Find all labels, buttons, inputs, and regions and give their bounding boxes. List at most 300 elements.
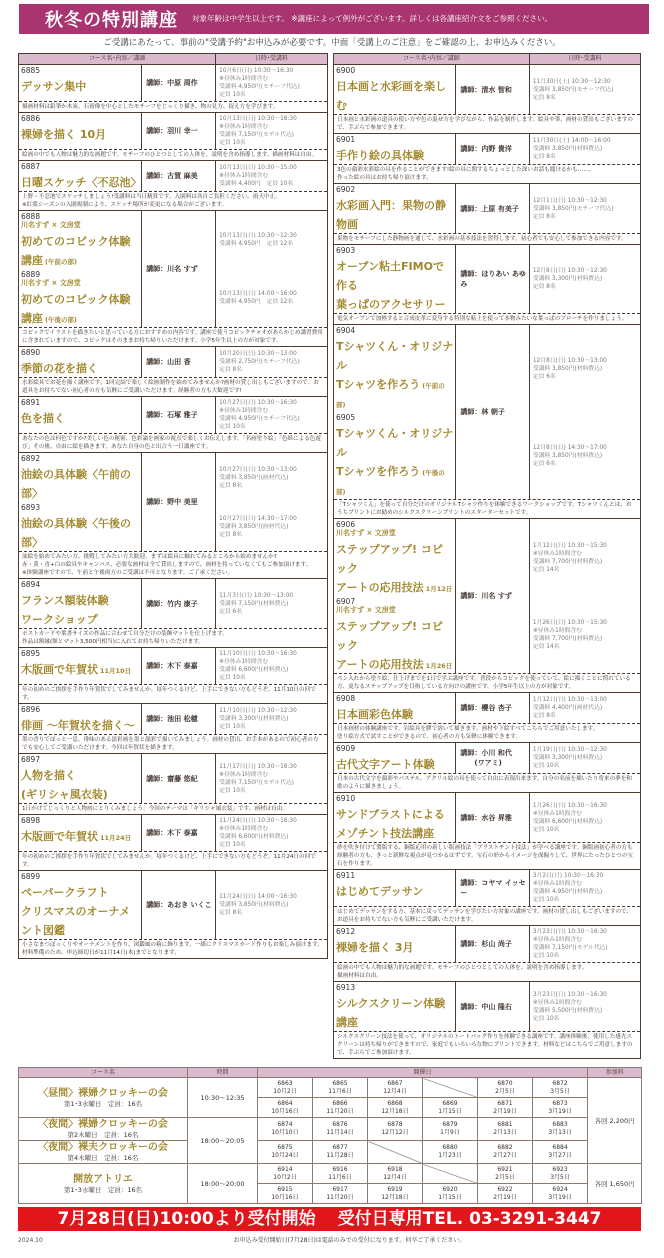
session-number: 6865 <box>332 1079 348 1087</box>
course-detail-line: 11月10日(日) 10:30～16:30 <box>219 651 297 657</box>
instructor: 講師：木下 泰嘉 <box>142 815 216 851</box>
footer-note: お申込み受付開始日(7月28日)は電話のみでの受付になります。何卒ご了承ください。 <box>233 1237 466 1244</box>
course-description: 水彩絵具でお花を描く講座です。1回完結で楽しく絵画制作を始めてみませんか?画材の貸し出しもございますので、お道具をお持ちでない初心者の方も気軽にご受講いただけます。経験者の方も大歓迎です! <box>19 377 327 396</box>
course-detail-line: 定員 8名 <box>219 482 243 489</box>
session-none <box>423 1164 478 1184</box>
session-date: 10月24日 <box>271 1152 299 1159</box>
course-title: 俳画 ～年賀状を描く～ <box>21 719 135 732</box>
course-date-cell <box>216 397 327 433</box>
course-collab: 川名すず × 文房堂 <box>21 221 81 229</box>
course-number: 6894 <box>21 580 41 589</box>
session-number: 6919 <box>387 1185 403 1193</box>
session-number: 6883 <box>552 1121 568 1128</box>
course-group <box>334 982 640 1058</box>
course-group <box>334 325 640 519</box>
version-label: 2024.10 <box>18 1237 43 1244</box>
course-description: 日本画材の体験講座です。岩絵具を膠で溶いて描きます。画材や下絵すべてこちらでご用意いたします。 塗り絵方式で試すことができるので、初心者の方も気軽に体験できます。 <box>334 723 640 742</box>
session-date: 2月5日 <box>495 1087 515 1095</box>
course-table-left <box>18 53 328 959</box>
session-number: 6914 <box>277 1165 293 1173</box>
course-date-cell <box>216 269 327 327</box>
course-name-cell <box>19 502 142 551</box>
course-number: 6897 <box>21 755 41 764</box>
table-header <box>334 54 640 65</box>
course-collab: 川名すず × 文房堂 <box>21 279 81 287</box>
course-name-cell <box>19 269 142 327</box>
instructor: 講師：羽川 幸一 <box>142 113 216 149</box>
course-detail-line: 受講料 4,950円 定員 12名 <box>219 299 294 305</box>
course-group <box>334 693 640 743</box>
course-detail-line: ※昼休み1時間含む <box>532 810 582 817</box>
session-cell <box>368 1118 423 1141</box>
course-detail-line: 受講料 3,850円(画材代込) <box>219 474 289 481</box>
session-number: 6866 <box>332 1099 348 1107</box>
course-description: 日本画と水彩画の道具の使い方や色の混ぜ方を学びながら、作品を制作します。絵具や筆、画材の貸出もございますので、手ぶらで参加できます。 <box>334 114 640 133</box>
session-number: 6915 <box>277 1185 293 1193</box>
schedule-course-info: 第1･3水曜日 定員：16名 <box>63 1099 143 1108</box>
instructor: 講師：川名 すず <box>142 211 216 327</box>
course-date-cell <box>216 502 327 551</box>
course-detail-line: 定員 10名 <box>219 675 246 681</box>
session-cell <box>478 1164 533 1184</box>
course-description: 絵画の中でも人物は魅力的な画題です。モチーフのひとつとしての人体を、説明を含め指導します。描画材料は自由。 <box>19 149 327 160</box>
session-cell <box>478 1118 533 1141</box>
course-detail-line: 定員 10名 <box>532 953 560 959</box>
course-detail-line: 受講料 4,950円(モチーフ代込) <box>219 416 300 422</box>
course-detail-line: 受講料 3,850円(材料費込) <box>532 365 603 372</box>
course-title: 手作り絵の具体験 <box>336 149 424 162</box>
course-number: 6891 <box>21 398 41 407</box>
course-detail-line: 定員 10名 <box>219 424 246 430</box>
course-date-cell <box>530 519 640 596</box>
course-date-cell <box>216 704 327 734</box>
course-detail-line: 3月23日(日) 10:30～16:30 <box>532 929 607 935</box>
course-number: 6906 <box>336 520 356 529</box>
course-detail-line: 定員 14名 <box>532 566 560 573</box>
session-date: 10月2日 <box>273 1173 297 1181</box>
course-detail-line: 11月24日(日) 10:30～16:30 <box>219 818 297 824</box>
course-columns <box>18 53 664 1059</box>
session-date: 3月27日 <box>548 1152 572 1159</box>
course-detail-line: 受講料 5,500円(材料費込) <box>532 1007 603 1014</box>
course-detail-line: 定員 10名 <box>219 724 246 730</box>
course-description: シルクスクリーン技法を使って、オリジナルのトートバッグ作りを体験できる講座です。講座体験後、使用した感光スクリーンは持ち帰りができますので、家庭でもいろいろな物にプリントできます。材料などはこちらでご用意しますので、手ぶらでご参加頂けます。 <box>334 1031 640 1058</box>
course-group <box>19 704 327 754</box>
session-cell <box>368 1184 423 1204</box>
session-date: 12月12日 <box>381 1129 409 1136</box>
course-title-suffix: 11月24日 <box>100 834 132 842</box>
course-name-cell <box>334 596 456 673</box>
course-detail-line: 受講料 6,600円(材料費込) <box>219 834 289 840</box>
session-cell <box>313 1184 368 1204</box>
course-collab: 川名すず × 文房堂 <box>336 529 396 537</box>
course-detail-line: 10月20日(日) 10:30～13:00 <box>219 351 297 357</box>
session-date: 2月13日 <box>493 1129 517 1136</box>
header-course: コース名･内容／講師 <box>334 54 530 64</box>
instructor: 講師：古賀 麻美 <box>142 161 216 191</box>
course-detail-line: 11月17日(日) 10:30～16:30 <box>219 763 297 770</box>
course-title-suffix: (午後の部) <box>45 316 77 324</box>
course-name-cell <box>334 519 456 596</box>
course-detail-line: 定員 10名 <box>219 92 246 98</box>
course-name-cell <box>19 754 142 803</box>
instructor: 講師：小川 和代 (ワアミ) <box>456 743 529 773</box>
session-date: 11月14日 <box>326 1129 354 1136</box>
instructor: 講師：あおき いくこ <box>142 871 216 939</box>
session-cell <box>313 1098 368 1118</box>
course-title: ペーパークラフト クリスマスのオーナメント図鑑 <box>21 886 131 937</box>
course-date-cell <box>530 65 640 114</box>
schedule-time: 18:00～20:05 <box>188 1118 258 1164</box>
course-number: 6903 <box>336 246 356 255</box>
instructor: 講師：杉山 尚子 <box>456 926 529 962</box>
course-detail-line: 3月23日(日) 10:30～16:30 <box>532 991 607 998</box>
course-detail-line: 3月2日(日) 10:30～16:30 <box>532 873 604 879</box>
course-name-cell <box>19 161 142 191</box>
course-description: 「Tシャツくん」を使って自分だけのオリジナルTシャツ作りを体験できるワークショップです。Tシャツくんとは、おうちプリントにお勧めのシルクスクリーンプリントのスターターセットです。 <box>334 499 640 518</box>
course-detail-line: 1月12日(日) 10:30～15:30 <box>532 542 607 549</box>
course-description: 年の初めのご挨拶を手作り年賀状でしてみませんか。毎年つくるけど、上手にできない方もどうぞ。11月24日の回です。 <box>19 851 327 870</box>
course-description: 小さなまつぼっくりやオーナメントを作り、図鑑風の箱に飾ります。一緒にクリスマスカード作りもお楽しみ頂けます。 材料準備のため、申込締切日が11月14日(木)までとなります。 <box>19 939 327 958</box>
course-group <box>334 134 640 184</box>
schedule-course-name: 開放アトリエ <box>73 1173 133 1185</box>
course-date-cell <box>216 65 327 101</box>
schedule-course-name: 〈夜間〉裸婦クロッキーの会 <box>38 1119 168 1130</box>
schedule-fee: 各回 1,650円 <box>588 1164 642 1204</box>
course-date-cell <box>530 184 640 233</box>
session-date: 12月4日 <box>383 1087 407 1095</box>
course-title: シルクスクリーン体験講座 <box>336 997 446 1029</box>
course-number: 6901 <box>336 135 356 144</box>
course-detail-line: 12月8日(日) 14:30～17:00 <box>532 444 607 451</box>
course-detail-line: ※昼休み1時間含む <box>219 76 269 82</box>
course-name-cell <box>334 926 456 962</box>
course-title: はじめてデッサン <box>336 885 424 898</box>
course-detail-line: 12月8日(日) 10:30～12:30 <box>532 268 607 274</box>
course-number: 6889 <box>21 270 41 279</box>
session-number: 6882 <box>497 1144 513 1151</box>
course-detail-line: 定員 10名 <box>532 897 560 903</box>
session-date: 3月13日 <box>548 1129 572 1136</box>
course-detail-line: ※昼休み1時間含む <box>219 826 269 832</box>
session-cell <box>258 1164 313 1184</box>
course-title: 木版画で年賀状 <box>21 830 98 843</box>
header-date: 日時･受講料 <box>568 55 602 62</box>
course-detail-line: ※昼休み1時間含む <box>219 124 269 130</box>
course-name-cell <box>19 815 142 851</box>
course-detail-line: 12月8日(日) 10:30～13:00 <box>532 357 607 364</box>
session-date: 3月5日 <box>550 1087 570 1095</box>
session-number: 6869 <box>442 1099 458 1107</box>
session-date: 12月18日 <box>381 1107 409 1115</box>
course-detail-line: 受講料 3,300円(材料費込) <box>532 276 603 282</box>
instructor: 講師：中原 周作 <box>142 65 216 101</box>
header-course: コース名･内容／講師 <box>19 54 216 64</box>
course-detail-line: 10月13日(日) 10:30～15:00 <box>219 165 297 171</box>
course-description: 年の初めのご挨拶を手作り年賀状でしてみませんか。毎年つくるけど、上手にできない方もどうぞ。11月10日の回です。 <box>19 684 327 703</box>
instructor: 講師：水谷 昇雅 <box>456 793 529 842</box>
session-cell <box>478 1184 533 1204</box>
course-name-cell <box>19 347 142 377</box>
course-detail-line: ※昼休み1時間含む <box>219 771 269 778</box>
course-group <box>19 648 327 704</box>
session-number: 6864 <box>277 1099 293 1107</box>
instructor: 講師：山田 香 <box>142 347 216 377</box>
course-detail-line: 定員 10名 <box>219 787 246 794</box>
course-name-cell <box>334 870 456 906</box>
course-detail-line: 1月26日(日) 10:30～15:30 <box>532 619 607 626</box>
course-title: サンドブラストによる メゾチント技法講座 <box>336 808 445 840</box>
registration-banner <box>18 1207 641 1231</box>
course-name-cell <box>334 412 456 499</box>
course-number: 6905 <box>336 413 356 422</box>
session-cell <box>423 1184 478 1204</box>
session-cell <box>313 1118 368 1141</box>
course-detail-line: 受講料 4,950円(モチーフ代込) <box>219 84 300 90</box>
course-detail-line: 10月13日(日) 10:30～16:30 <box>219 116 297 122</box>
instructor: 講師：コヤマ イッセー <box>456 870 529 906</box>
header-fee: 参加料 <box>588 1068 642 1078</box>
course-date-cell <box>216 648 327 684</box>
course-detail-line: 受講料 3,850円(材料費込) <box>219 902 289 908</box>
course-name-cell <box>19 579 142 628</box>
course-detail-line: 11月30日(土) 14:00～16:00 <box>532 138 611 144</box>
course-date-cell <box>216 211 327 269</box>
instructor: 講師：ほりあい あゆみ <box>456 245 529 313</box>
course-date-cell <box>530 793 640 842</box>
course-group <box>19 113 327 161</box>
course-group <box>19 815 327 871</box>
schedule-fee: 各回 2,200円 <box>588 1078 642 1164</box>
schedule-course-cell <box>19 1164 188 1204</box>
course-title: 油絵の具体験〈午後の部〉 <box>21 517 131 549</box>
course-detail-line: 定員 10名 <box>532 763 560 769</box>
session-number: 6868 <box>387 1099 403 1107</box>
course-description: 1日かけてじっくりと人物画にとりくみましょう。今回のテーマは「ギリシャ風衣装」です。画材は自由。 <box>19 803 327 814</box>
session-number: 6881 <box>497 1121 513 1128</box>
course-number: 6888 <box>21 212 41 221</box>
session-cell <box>423 1118 478 1141</box>
course-detail-line: 受講料 7,150円(モデル代込) <box>532 945 608 951</box>
course-detail-line: 受講料 3,850円(材料費込) <box>532 146 603 152</box>
course-title-suffix: (午前の部) <box>336 382 445 409</box>
course-detail-line: ※昼休み1時間含む <box>532 627 582 634</box>
registration-notice: ご受講にあたって、事前の"受講予約"お申込みが必要です。中面「受講上のご注意」をご確認の上、お申込みください。 <box>103 38 561 48</box>
schedule-course-cell <box>19 1078 188 1118</box>
course-detail-line: 定員 8名 <box>532 713 556 719</box>
instructor: 講師：齋藤 悠紀 <box>142 754 216 803</box>
course-detail-line: 定員 10名 <box>219 842 246 848</box>
session-number: 6873 <box>552 1099 568 1107</box>
course-title: 初めてのコピック体験講座 <box>21 235 131 267</box>
course-description: 3色の顔彩水彩絵の具を作ることができます!絵の具に関するちょっとした深いお話も聞けるかも……。 作った絵の具はお持ち帰り頂けます。 <box>334 164 640 183</box>
course-group <box>19 211 327 347</box>
course-detail-line: 受講料 4,400円 定員 10名 <box>219 181 294 187</box>
course-description: 砂を吹き付けて製版する、銅版応用の新しい版画技法「ブラストチント技法」が学べる講座です。銅版画初心者の方も経験者の方も、きっと新鮮な視点が見つかるはずです。宝石の形からイメージを深掘りして、世界にたったひとつの宝石を作ります。 <box>334 842 640 869</box>
session-cell <box>313 1141 368 1164</box>
course-description: ポストカードや葉書サイズの作品に合わせて自分だけの装飾マットを仕上げます。 作品は額縁(額とマット3,500円相当)に入れてお持ち帰りいただけます。 <box>19 628 327 647</box>
course-detail-line: 受講料 3,850円(モチーフ代込) <box>532 86 614 93</box>
course-name-cell <box>334 134 456 164</box>
session-number: 6917 <box>332 1185 348 1193</box>
session-number: 6923 <box>552 1165 568 1173</box>
course-description: 日本の古代文字を顔彩やパステル、アクリル絵の具を使って自由に表現出来ます。自分の名前を描いたり将来の夢を和歌のように描きましょう。 <box>334 773 640 792</box>
course-name-cell <box>334 982 456 1031</box>
course-group <box>334 184 640 245</box>
course-title: 人物を描く (ギリシャ風衣装) <box>21 769 108 801</box>
table-header <box>19 54 327 65</box>
course-name-cell <box>19 113 142 149</box>
course-title: 日本画と水彩画を楽しむ <box>336 80 446 112</box>
session-cell <box>533 1164 588 1184</box>
course-number: 6899 <box>21 872 41 881</box>
course-collab: 川名すず × 文房堂 <box>336 606 396 614</box>
course-number: 6904 <box>336 326 356 335</box>
course-detail-line: 10月13日(日) 10:30～12:30 <box>219 233 297 239</box>
course-group <box>19 754 327 815</box>
course-detail-line: 定員 8名 <box>532 284 556 290</box>
session-cell <box>478 1141 533 1164</box>
course-description: 絵画の中でも人物は魅力的な画題です。モチーフのひとつとしての人体を、説明を含め指導します。 描画材料は自由。 <box>334 962 640 981</box>
course-date-cell <box>216 815 327 851</box>
course-date-cell <box>530 325 640 412</box>
course-date-cell <box>530 926 640 962</box>
course-date-cell <box>216 347 327 377</box>
course-name-cell <box>334 325 456 412</box>
course-title-suffix: (午前の部) <box>45 258 77 266</box>
instructor: 講師：池田 松穂 <box>142 704 216 734</box>
course-detail-line: ※昼休み1時間含む <box>532 999 582 1006</box>
session-date: 10月16日 <box>271 1193 299 1201</box>
course-title: ステップアップ! コピック アートの応用技法 <box>336 543 443 594</box>
header-dates: 開催日 <box>258 1068 588 1078</box>
session-none <box>423 1078 478 1098</box>
registration-phone: 受付日専用TEL. 03-3291-3447 <box>337 1209 602 1229</box>
instructor: 講師：林 朝子 <box>456 325 529 499</box>
session-date: 11月6日 <box>328 1087 352 1095</box>
course-date-cell <box>216 579 327 628</box>
course-description: 上野・不忍池でスケッチしましょう!受講料は当日精算です。入園料は各自ご負担ください。雨天中止。 ※紅葉シーズンの入園規制により、スケッチ場所が変更になる場合がございます。 <box>19 191 327 210</box>
course-detail-line: 11月3日(日) 10:30～13:00 <box>219 592 294 599</box>
schedule-course-name: 〈夜間〉裸夫クロッキーの会 <box>38 1142 168 1153</box>
session-cell <box>423 1141 478 1164</box>
course-number: 6900 <box>336 66 356 75</box>
session-cell <box>258 1078 313 1098</box>
session-cell <box>313 1078 368 1098</box>
course-detail-line: 受講料 7,700円(材料費込) <box>532 635 603 642</box>
session-cell <box>258 1118 313 1141</box>
session-date: 12月4日 <box>383 1173 407 1181</box>
page-subtitle: 対象年齢は中学生以上です。 ※講座によって例外がございます。詳しくは各講座紹介文をご参照ください。 <box>192 14 552 23</box>
instructor: 講師：櫻谷 杏子 <box>456 693 529 723</box>
course-number: 6910 <box>336 794 356 803</box>
course-detail-line: 11月30日(土) 10:30～12:30 <box>532 78 611 85</box>
course-detail-line: 定員 14名 <box>532 643 560 650</box>
course-detail-line: 受講料 7,150円(材料費込) <box>219 600 289 607</box>
session-date: 11月28日 <box>326 1152 354 1159</box>
course-group <box>334 926 640 982</box>
session-number: 6871 <box>497 1099 513 1107</box>
course-detail-line: ※昼休み1時間含む <box>219 408 269 414</box>
session-date: 2月5日 <box>495 1173 515 1181</box>
course-detail-line: ※昼休み1時間含む <box>532 550 582 557</box>
course-title: デッサン集中 <box>21 80 87 93</box>
course-detail-line: 受講料 7,150円(モデル代込) <box>219 132 294 138</box>
course-detail-line: 定員 10名 <box>219 140 246 146</box>
course-title-suffix: 11月10日 <box>100 667 132 675</box>
course-detail-line: 定員 10名 <box>532 826 560 833</box>
course-group <box>19 871 327 958</box>
course-group <box>19 347 327 397</box>
course-name-cell <box>19 397 142 433</box>
session-cell <box>478 1098 533 1118</box>
course-title: 油絵の具体験〈午前の部〉 <box>21 468 131 500</box>
schedule-row <box>19 1164 642 1184</box>
session-cell <box>368 1078 423 1098</box>
session-cell <box>258 1141 313 1164</box>
session-cell <box>533 1118 588 1141</box>
course-date-cell <box>530 596 640 673</box>
schedule-course-info: 第1･3水曜日 定員：16名 <box>63 1185 143 1194</box>
session-date: 1月15日 <box>438 1107 462 1115</box>
session-date: 11月20日 <box>326 1107 354 1115</box>
header-time: 時間 <box>188 1068 258 1078</box>
course-detail-line: 受講料 2,750円(モチーフ代込) <box>219 359 300 365</box>
course-detail-line: ※昼休み1時間含む <box>532 881 582 887</box>
course-name-cell <box>19 871 142 939</box>
course-number: 6895 <box>21 649 41 658</box>
schedule-course-cell <box>19 1141 188 1164</box>
course-description: 描画材料は鉛筆か木炭。石膏像を中心としたモチーフをじっくり描き、物の見方、捉え方を学びます。 <box>19 101 327 112</box>
course-date-cell <box>216 161 327 191</box>
schedule-time: 18:00～20:00 <box>188 1164 258 1204</box>
session-date: 2月27日 <box>493 1152 517 1159</box>
course-detail-line: 受講料 6,600円(材料費込) <box>532 818 603 825</box>
course-detail-line: 受講料 7,700円(材料費込) <box>532 558 603 565</box>
instructor: 講師：清水 智和 <box>456 65 529 114</box>
course-name-cell <box>334 693 456 723</box>
course-group <box>19 453 327 579</box>
course-detail-line: 定員 6名 <box>532 460 556 467</box>
course-description: 油絵を始めてみたい方、挑戦してみたい方大歓迎。まずは絵具に触れてみるところから始めませんか? 赤・黄・青+白の絵具やキャンバス、必要な画材は全て貸出しますので、画材を持っていなくてもご参加頂けます。 ※体験講座ですので、午前と午後両方のご受講は不可となります。ご了承ください。 <box>19 551 327 578</box>
course-title: 裸婦を描く 10月 <box>21 128 107 141</box>
schedule-course-info: 第4木曜日 定員：16名 <box>67 1154 139 1162</box>
session-none <box>368 1141 423 1164</box>
course-title: 水彩画入門：果物の静物画 <box>336 199 446 231</box>
course-date-cell <box>530 870 640 906</box>
course-number: 6912 <box>336 927 356 936</box>
course-detail-line: 定員 8名 <box>219 531 243 538</box>
session-date: 1月15日 <box>438 1193 462 1201</box>
session-number: 6884 <box>552 1144 568 1151</box>
session-date: 12月18日 <box>381 1193 409 1201</box>
instructor: 講師：竹内 康子 <box>142 579 216 628</box>
schedule-course-info: 第2木曜日 定員：16名 <box>67 1131 139 1139</box>
session-cell <box>533 1141 588 1164</box>
course-detail-line: 定員 8名 <box>219 367 243 373</box>
schedule-row <box>19 1141 642 1164</box>
instructor: 講師：木下 泰嘉 <box>142 648 216 684</box>
course-number: 6896 <box>21 705 41 714</box>
course-detail-line: 定員 6名 <box>532 373 556 380</box>
course-group <box>334 870 640 926</box>
course-title: 初めてのコピック体験講座 <box>21 293 131 325</box>
course-group <box>19 579 327 648</box>
course-detail-line: 受講料 6,600円(材料費込) <box>219 667 289 673</box>
session-number: 6877 <box>332 1144 348 1151</box>
course-table-right <box>333 53 641 1059</box>
session-number: 6880 <box>442 1144 458 1151</box>
